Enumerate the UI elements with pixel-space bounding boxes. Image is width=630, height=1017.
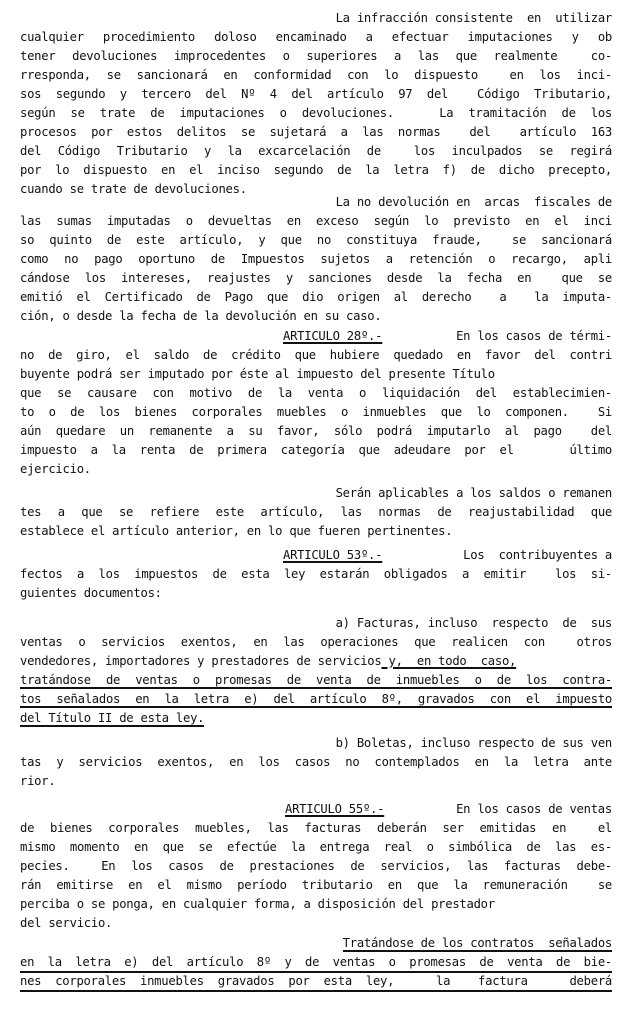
text-line: cándose los intereses, reajustes y sanciones desde la fecha en que se [20, 271, 612, 285]
text-line: fectos a los impuestos de esta ley estarán obligados a emitir los si- [20, 567, 612, 581]
text-line: tas y servicios exentos, en los casos no contemplados en la letra ante [20, 755, 612, 769]
text-line: emitió el Certificado de Pago que dio origen al derecho a la imputa- [20, 290, 612, 304]
text-line: rior. [20, 774, 56, 788]
text-line: por lo dispuesto en el inciso segundo de la letra f) de dicho precepto, [20, 163, 612, 177]
article-heading-text: ARTICULO 28º.- [283, 329, 383, 343]
text-line: impuesto a la renta de primera categoría que adeudare por el último [20, 443, 612, 457]
text-line: del servicio. [20, 916, 113, 930]
text-line: rán emitirse en el mismo período tributario en que la remuneración se [20, 878, 612, 892]
text-line [20, 671, 612, 689]
text-line: establece el artículo anterior, en lo que fueren pertinentes. [20, 524, 453, 538]
text-line: sos segundo y tercero del Nº 4 del artículo 97 del Código Tributario, [20, 87, 612, 101]
text-line [20, 690, 612, 708]
text-line: pecies. En los casos de prestaciones de servicios, las facturas debe- [20, 859, 612, 873]
text-line [343, 934, 612, 952]
text-line: ventas o servicios exentos, en las operaciones que realicen con otros [20, 635, 612, 649]
text-segment: vendedores, importadores y prestadores de servicios [20, 654, 382, 668]
text-line: mismo momento en que se efectúe la entrega real o simbólica de las es- [20, 840, 612, 854]
text-line: Serán aplicables a los saldos o remanen [335, 486, 612, 500]
text-line: b) Boletas, incluso respecto de sus ven [335, 736, 612, 750]
article-heading [283, 327, 382, 345]
text-line [20, 972, 612, 990]
text-line: buyente podrá ser imputado por éste al impuesto del presente Título [20, 367, 495, 381]
text-line: cualquier procedimiento doloso encaminado a efectuar imputaciones y ob [20, 30, 612, 44]
underlined-segment: tratándose de ventas o promesas de venta de inmuebles o de los contra- [20, 673, 612, 687]
text-line: no de giro, el saldo de crédito que hubiere quedado en favor del contri [20, 348, 612, 362]
text-line: En los casos de ventas [456, 802, 612, 816]
text-line: guientes documentos: [20, 586, 162, 600]
text-line: Los contribuyentes a [463, 548, 612, 562]
underlined-segment: y, en todo caso, [381, 654, 517, 668]
text-line: tener devoluciones improcedentes o superiores a las que realmente co- [20, 49, 612, 63]
text-line: aún quedare un remanente a su favor, sólo podrá imputarlo al pago del [20, 424, 612, 438]
text-line: de bienes corporales muebles, las facturas deberán ser emitidas en el [20, 821, 612, 835]
text-line: según se trate de imputaciones o devoluciones. La tramitación de los [20, 106, 612, 120]
text-line: so quinto de este artículo, y que no constituya fraude, se sancionará [20, 233, 612, 247]
text-line: tes a que se refiere este artículo, las normas de reajustabilidad que [20, 505, 612, 519]
text-line: las sumas imputadas o devueltas en exceso según lo previsto en el inci [20, 214, 612, 228]
text-line [20, 652, 612, 670]
text-line: La infracción consistente en utilizar [335, 11, 612, 25]
text-line: En los casos de térmi- [456, 329, 612, 343]
underlined-segment: nes corporales inmuebles gravados por esta ley, la factura deberá [20, 972, 612, 992]
text-line: ejercicio. [20, 462, 91, 476]
text-line: to o de los bienes corporales muebles o inmuebles que lo componen. Si [20, 405, 612, 419]
underlined-segment: Tratándose de los contratos señalados [342, 936, 612, 950]
text-line [20, 709, 612, 727]
text-line: a) Facturas, incluso respecto de sus [335, 616, 612, 630]
text-line: rresponda, se sancionará en conformidad con lo dispuesto en los inci- [20, 68, 612, 82]
text-line: del Código Tributario y la excarcelación de los inculpados se regirá [20, 144, 612, 158]
article-heading [283, 546, 382, 564]
text-line [20, 953, 612, 971]
text-line: La no devolución en arcas fiscales de [335, 195, 612, 209]
text-line: procesos por estos delitos se sujetará a las normas del artículo 163 [20, 125, 612, 139]
article-heading-text: ARTICULO 53º.- [283, 548, 383, 562]
underlined-segment: del Título II de esta ley. [20, 711, 205, 725]
underlined-segment: tos señalados en la letra e) del artículo 8º, gravados con el impuesto [20, 692, 612, 706]
text-line: como no pago oportuno de Impuestos sujetos a retención o recargo, apli [20, 252, 612, 266]
text-line: perciba o se ponga, en cualquier forma, a disposición del prestador [20, 897, 495, 911]
underlined-segment: en la letra e) del artículo 8º y de ventas o promesas de venta de bie- [20, 953, 612, 973]
text-line: ción, o desde la fecha de la devolución en su caso. [20, 309, 382, 323]
text-line: cuando se trate de devoluciones. [20, 182, 247, 196]
article-heading [285, 800, 384, 818]
text-line: que se causare con motivo de la venta o liquidación del establecimien- [20, 386, 612, 400]
article-heading-text: ARTICULO 55º.- [285, 802, 385, 816]
